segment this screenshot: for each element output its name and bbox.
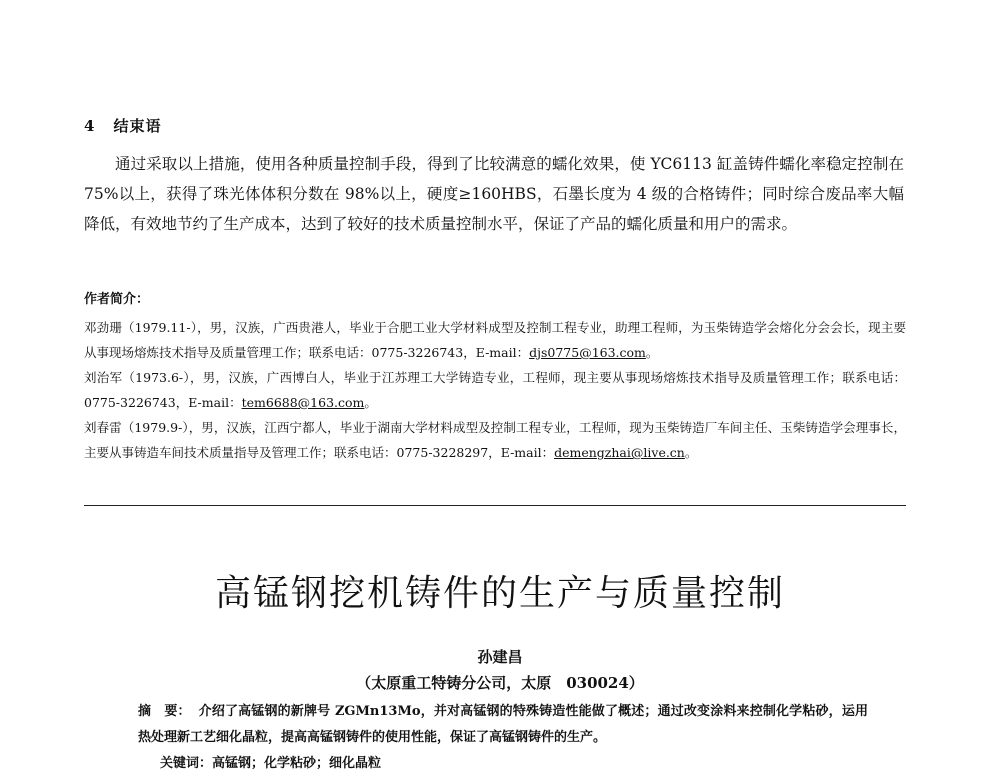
author-bio-end: 。	[364, 395, 377, 410]
keywords-partial: 关键词：高锰钢；化学粘砂；细化晶粒	[160, 756, 382, 771]
author-bio-text: 刘春雷（1979.9-），男，汉族，江西宁都人，毕业于湖南大学材料成型及控制工程专业，工程师，现为玉柴铸造厂车间主任、玉柴铸造学会理事长，主要从事铸造车间技术质量指导及管理工作；联系电话：0775-3228297，E-mail：	[84, 420, 906, 460]
author-bio-end: 。	[645, 345, 659, 360]
section-title: 结束语	[113, 117, 162, 135]
section-divider	[84, 505, 906, 506]
abstract-label: 摘 要：	[138, 704, 191, 719]
author-email-link[interactable]: djs0775@163.com	[529, 345, 646, 360]
author-bio-text: 刘治军（1973.6-），男，汉族，广西博白人，毕业于江苏理工大学铸造专业，工程师，现主要从事现场熔炼技术指导及质量管理工作；联系电话：0775-3226743，E-mail：	[84, 370, 906, 410]
conclusion-paragraph: 通过采取以上措施，使用各种质量控制手段，得到了比较满意的蠕化效果，使 YC6113 缸盖铸件蠕化率稳定控制在 75%以上，获得了珠光体体积分数在 98%以上，硬度≥160HBS，石墨长度为 4 级的合格铸件；同时综合废品率大幅降低，有效地节约了生产成本，达到了较好的技术质量控制水平，保证了产品的蠕化质量和用户的需求。	[84, 155, 904, 233]
section-number: 4	[84, 117, 96, 135]
author-intro-heading: 作者简介：	[84, 292, 150, 307]
author-bio-text: 邓劲珊（1979.11-），男，汉族，广西贵港人，毕业于合肥工业大学材料成型及控制工程专业，助理工程师，为玉柴铸造学会熔化分会会长，现主要从事现场熔炼技术指导及质量管理工作；联系电话：0775-3226743，E-mail：	[84, 320, 906, 360]
author-bio-end: 。	[684, 445, 698, 460]
article-affiliation: （太原重工特铸分公司，太原 030024）	[356, 674, 644, 692]
author-bio	[84, 315, 906, 365]
abstract-text: 介绍了高锰钢的新牌号 ZGMn13Mo，并对高锰钢的特殊铸造性能做了概述；通过改变涂料来控制化学粘砂，运用热处理新工艺细化晶粒，提高高锰钢铸件的使用性能，保证了高锰钢铸件的生产。	[138, 704, 868, 745]
abstract	[138, 699, 868, 751]
author-intro-list	[84, 315, 906, 465]
article-title: 高锰钢挖机铸件的生产与质量控制	[214, 573, 785, 614]
author-email-link[interactable]: tem6688@163.com	[241, 395, 365, 410]
article-author: 孙建昌	[477, 648, 523, 666]
section-heading	[84, 115, 161, 136]
author-bio	[84, 365, 906, 415]
author-bio	[84, 415, 906, 465]
author-email-link[interactable]: demengzhai@live.cn	[554, 445, 685, 460]
